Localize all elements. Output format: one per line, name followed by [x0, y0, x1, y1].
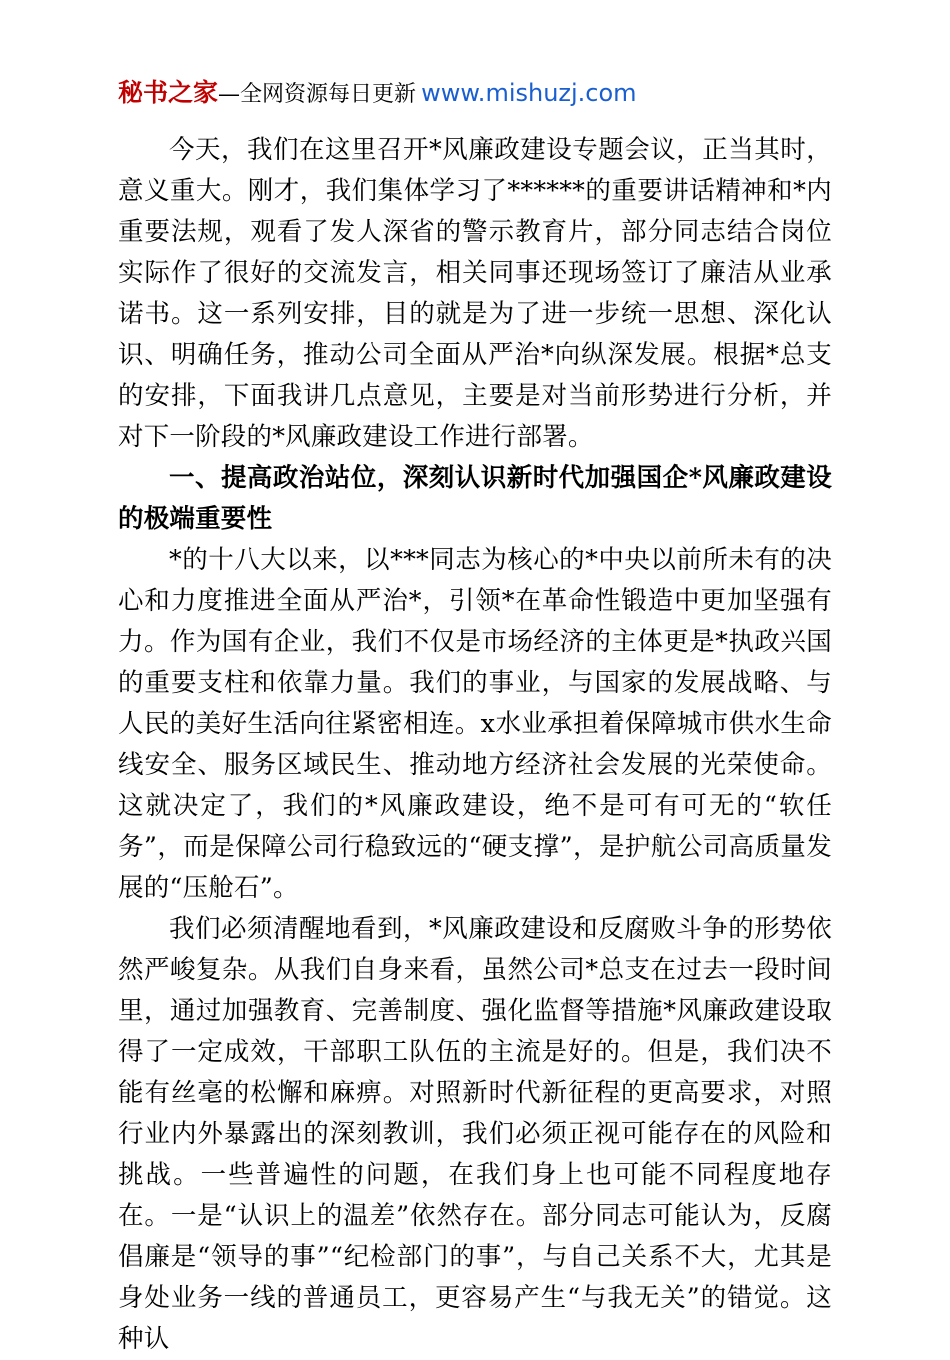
- paragraph-2: *的十八大以来，以***同志为核心的*中央以前所未有的决心和力度推进全面从严治*，引领*在革命性锻造中更加坚强有力。作为国有企业，我们不仅是市场经济的主体更是*执政兴国的重要支柱和依靠力量。我们的事业，与国家的发展战略、与人民的美好生活向往紧密相连。x水业承担着保障城市供水生命线安全、服务区域民生、推动地方经济社会发展的光荣使命。这就决定了，我们的*风廉政建设，绝不是可有可无的“软任务”，而是保障公司行稳致远的“硬支撑”，是护航公司高质量发展的“压舱石”。: [118, 545, 832, 904]
- site-brand: 秘书之家: [118, 78, 219, 107]
- document-body: [118, 130, 832, 1360]
- site-header: [118, 78, 832, 108]
- section-heading-1: 一、提高政治站位，深刻认识新时代加强国企*风廉政建设的极端重要性: [118, 463, 832, 535]
- paragraph-1: 今天，我们在这里召开*风廉政建设专题会议，正当其时，意义重大。刚才，我们集体学习了******的重要讲话精神和*内重要法规，观看了发人深省的警示教育片，部分同志结合岗位实际作了很好的交流发言，相关同事还现场签订了廉洁从业承诺书。这一系列安排，目的就是为了进一步统一思想、深化认识、明确任务，推动公司全面从严治*向纵深发展。根据*总支的安排，下面我讲几点意见，主要是对当前形势进行分析，并对下一阶段的*风廉政建设工作进行部署。: [118, 135, 832, 453]
- paragraph-3: 我们必须清醒地看到，*风廉政建设和反腐败斗争的形势依然严峻复杂。从我们自身来看，虽然公司*总支在过去一段时间里，通过加强教育、完善制度、强化监督等措施*风廉政建设取得了一定成效，干部职工队伍的主流是好的。但是，我们决不能有丝毫的松懈和麻痹。对照新时代新征程的更高要求，对照行业内外暴露出的深刻教训，我们必须正视可能存在的风险和挑战。一些普遍性的问题，在我们身上也可能不同程度地存在。一是“认识上的温差”依然存在。部分同志可能认为，反腐倡廉是“领导的事”“纪检部门的事”，与自己关系不大，尤其是身处业务一线的普通员工，更容易产生“与我无关”的错觉。这种认: [118, 914, 832, 1355]
- site-tagline: —全网资源每日更新: [218, 82, 417, 107]
- site-url[interactable]: www.mishuzj.com: [421, 79, 637, 107]
